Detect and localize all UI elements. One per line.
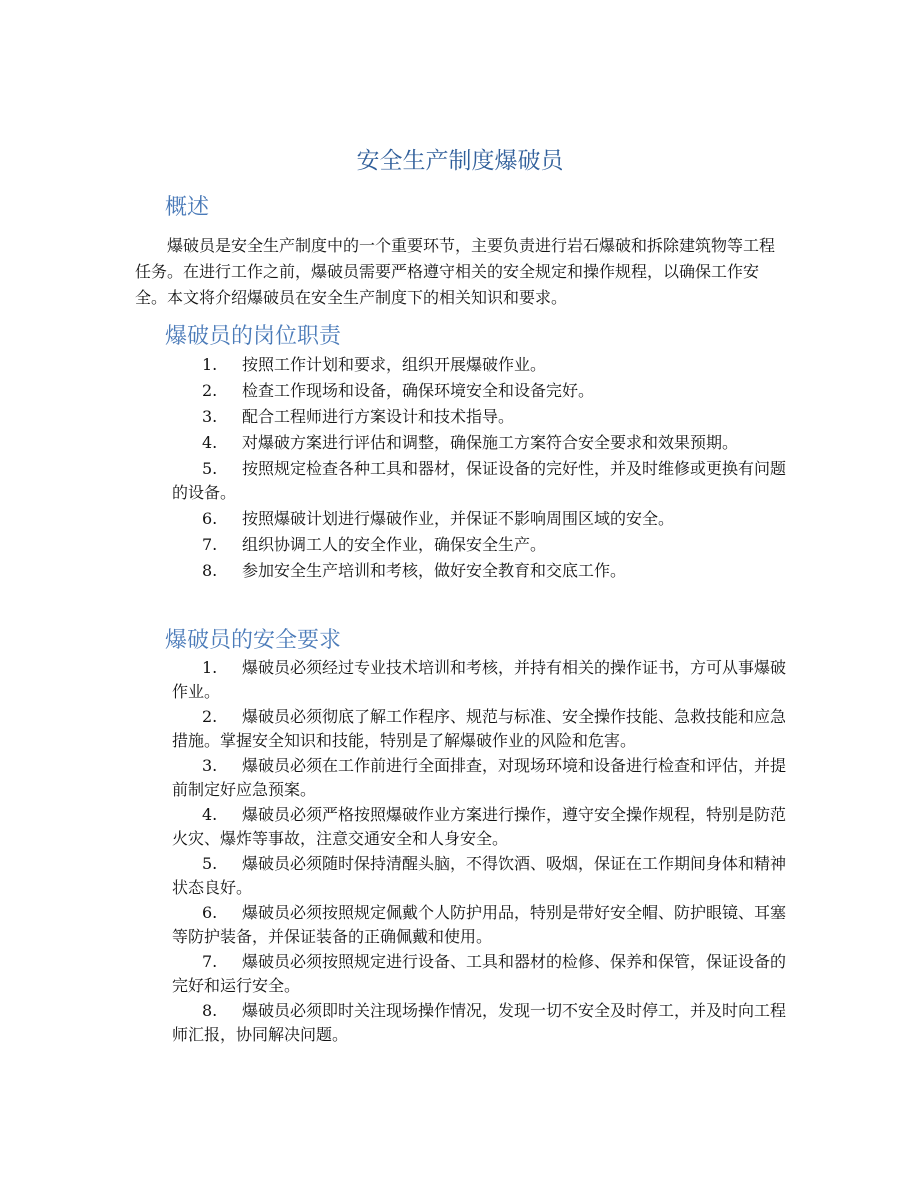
list-item-number: 6.	[202, 509, 218, 528]
list-item-number: 7.	[202, 952, 218, 971]
list-item-text: 检查工作现场和设备，确保环境安全和设备完好。	[242, 381, 595, 400]
list-item-text: 按照规定检查各种工具和器材，保证设备的完好性，并及时维修或更换有问题的设备。	[172, 459, 787, 502]
list-item-number: 4.	[202, 433, 218, 452]
list-item-number: 6.	[202, 903, 218, 922]
list-item-number: 5.	[202, 459, 218, 478]
duties-heading: 爆破员的岗位职责	[165, 324, 342, 349]
list-item-text: 爆破员必须按照规定进行设备、工具和器材的检修、保养和保管，保证设备的完好和运行安全。	[172, 952, 787, 995]
list-item-number: 2.	[202, 707, 218, 726]
list-item-text: 爆破员必须在工作前进行全面排查，对现场环境和设备进行检查和评估，并提前制定好应急预案。	[172, 756, 787, 799]
list-item-text: 爆破员必须严格按照爆破作业方案进行操作，遵守安全操作规程，特别是防范火灾、爆炸等事故，注意交通安全和人身安全。	[172, 805, 787, 848]
list-item-text: 配合工程师进行方案设计和技术指导。	[242, 407, 515, 426]
list-item-number: 3.	[202, 756, 218, 775]
list-item-number: 4.	[202, 805, 218, 824]
list-item	[172, 901, 787, 949]
list-item	[172, 405, 787, 429]
list-item-number: 8.	[202, 561, 218, 580]
list-item	[172, 705, 787, 753]
list-item-number: 1.	[202, 355, 218, 374]
list-item	[172, 999, 787, 1047]
list-item	[172, 533, 787, 557]
list-item	[172, 656, 787, 704]
list-item-text: 按照爆破计划进行爆破作业，并保证不影响周围区域的安全。	[242, 509, 675, 528]
list-item	[172, 559, 787, 583]
overview-heading: 概述	[165, 195, 210, 220]
list-item-number: 8.	[202, 1001, 218, 1020]
list-item-text: 按照工作计划和要求，组织开展爆破作业。	[242, 355, 547, 374]
duties-list	[172, 353, 787, 585]
list-item-number: 1.	[202, 658, 218, 677]
list-item-text: 组织协调工人的安全作业，确保安全生产。	[242, 535, 547, 554]
list-item-text: 爆破员必须按照规定佩戴个人防护用品，特别是带好安全帽、防护眼镜、耳塞等防护装备，并保证装备的正确佩戴和使用。	[172, 903, 787, 946]
list-item-number: 5.	[202, 854, 218, 873]
list-item	[172, 379, 787, 403]
list-item-text: 爆破员必须彻底了解工作程序、规范与标准、安全操作技能、急救技能和应急措施。掌握安全知识和技能，特别是了解爆破作业的风险和危害。	[172, 707, 787, 750]
list-item	[172, 950, 787, 998]
list-item-number: 3.	[202, 407, 218, 426]
overview-paragraph: 爆破员是安全生产制度中的一个重要环节，主要负责进行岩石爆破和拆除建筑物等工程任务。在进行工作之前，爆破员需要严格遵守相关的安全规定和操作规程，以确保工作安全。本文将介绍爆破员在安全生产制度下的相关知识和要求。	[135, 236, 776, 307]
list-item-text: 爆破员必须即时关注现场操作情况，发现一切不安全及时停工，并及时向工程师汇报，协同解决问题。	[172, 1001, 787, 1044]
safety-heading: 爆破员的安全要求	[165, 628, 342, 653]
list-item-text: 爆破员必须随时保持清醒头脑，不得饮酒、吸烟，保证在工作期间身体和精神状态良好。	[172, 854, 787, 897]
list-item-number: 2.	[202, 381, 218, 400]
list-item-text: 爆破员必须经过专业技术培训和考核，并持有相关的操作证书，方可从事爆破作业。	[172, 658, 787, 701]
list-item	[172, 852, 787, 900]
list-item-number: 7.	[202, 535, 218, 554]
list-item	[172, 507, 787, 531]
list-item	[172, 457, 787, 505]
list-item	[172, 431, 787, 455]
safety-list	[172, 656, 787, 1048]
list-item	[172, 803, 787, 851]
list-item-text: 参加安全生产培训和考核，做好安全教育和交底工作。	[242, 561, 627, 580]
list-item	[172, 353, 787, 377]
list-item	[172, 754, 787, 802]
list-item-text: 对爆破方案进行评估和调整，确保施工方案符合安全要求和效果预期。	[242, 433, 739, 452]
document-title: 安全生产制度爆破员	[356, 148, 564, 174]
